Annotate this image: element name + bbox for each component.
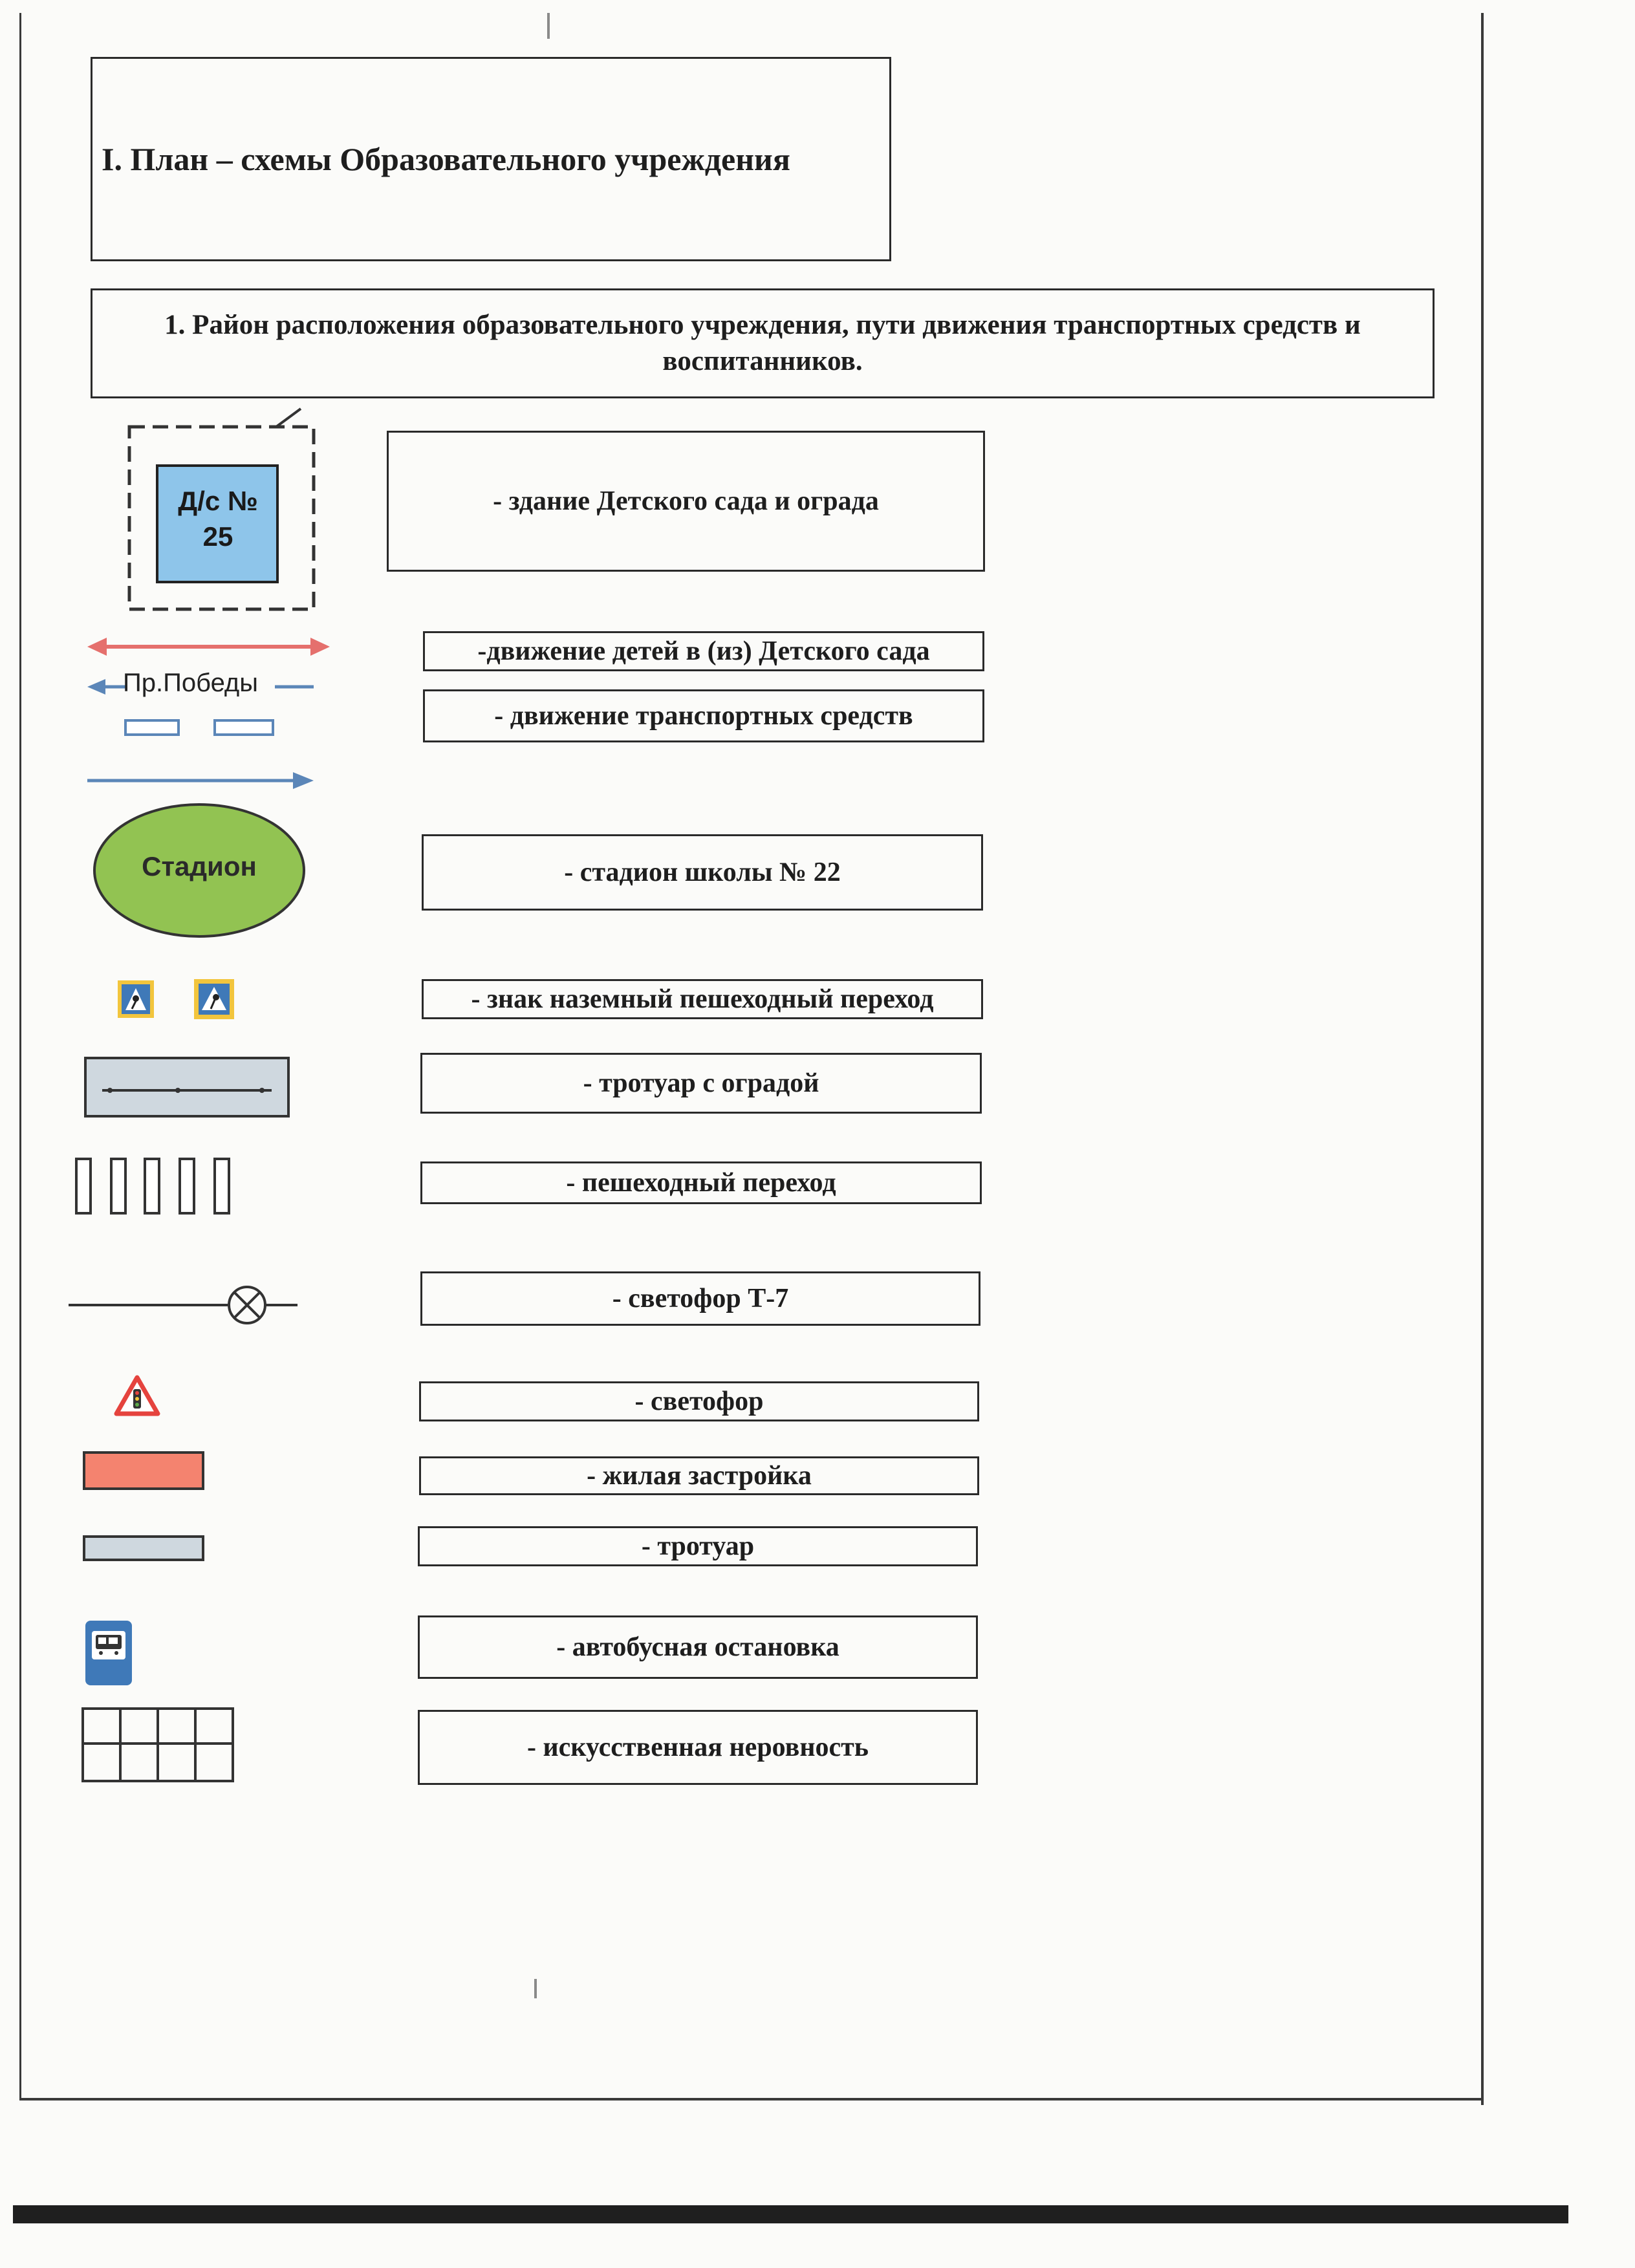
building-label: Д/с № 25 xyxy=(178,486,258,552)
traffic-light-t7-icon xyxy=(69,1284,298,1326)
building-symbol xyxy=(126,407,320,614)
residential-area-swatch xyxy=(83,1451,204,1490)
frame-left-border xyxy=(19,13,21,2101)
legend-speed-bump: - искусственная неровность xyxy=(418,1710,978,1785)
legend-children-movement: -движение детей в (из) Детского сада xyxy=(423,631,984,671)
crosswalk-stripes-icon xyxy=(74,1156,241,1217)
legend-bus-stop: - автобусная остановка xyxy=(418,1615,978,1679)
pedestrian-crossing-sign-icon xyxy=(193,978,235,1021)
speed-bump-grid-icon xyxy=(81,1707,234,1782)
bus-stop-sign-icon xyxy=(84,1619,133,1687)
traffic-light-warning-sign-icon xyxy=(114,1375,160,1416)
vehicle-lane-markings-icon xyxy=(123,718,291,737)
page-title: I. План – схемы Образовательного учреждения xyxy=(91,57,891,261)
children-movement-arrow-icon xyxy=(87,635,330,658)
legend-traffic-light: - светофор xyxy=(419,1381,979,1421)
footer-bar xyxy=(13,2205,1568,2223)
legend-residential: - жилая застройка xyxy=(419,1456,979,1495)
section-heading: 1. Район расположения образовательного учреждения, пути движения транспортных средств и воспитанников. xyxy=(91,288,1435,398)
legend-crosswalk: - пешеходный переход xyxy=(420,1161,982,1204)
road-label: Пр.Победы xyxy=(123,669,259,697)
vehicle-movement-arrow-icon xyxy=(87,770,314,792)
legend-building: - здание Детского сада и ограда xyxy=(387,431,985,572)
scan-fold-mark xyxy=(547,13,550,39)
scan-fold-mark xyxy=(534,1979,537,1998)
sidewalk-swatch xyxy=(83,1535,204,1561)
legend-ground-crossing-sign: - знак наземный пешеходный переход xyxy=(422,979,983,1019)
stadium-label: Стадион xyxy=(142,851,257,881)
legend-traffic-light-t7: - светофор Т-7 xyxy=(420,1271,980,1326)
legend-sidewalk: - тротуар xyxy=(418,1526,978,1566)
legend-vehicle-movement: - движение транспортных средств xyxy=(423,689,984,742)
legend-stadium: - стадион школы № 22 xyxy=(422,834,983,911)
frame-right-border xyxy=(1481,13,1484,2105)
pedestrian-crossing-sign-icon xyxy=(116,979,155,1019)
frame-bottom-border xyxy=(19,2098,1484,2101)
sidewalk-with-fence-icon xyxy=(84,1057,290,1118)
legend-sidewalk-fence: - тротуар с оградой xyxy=(420,1053,982,1114)
